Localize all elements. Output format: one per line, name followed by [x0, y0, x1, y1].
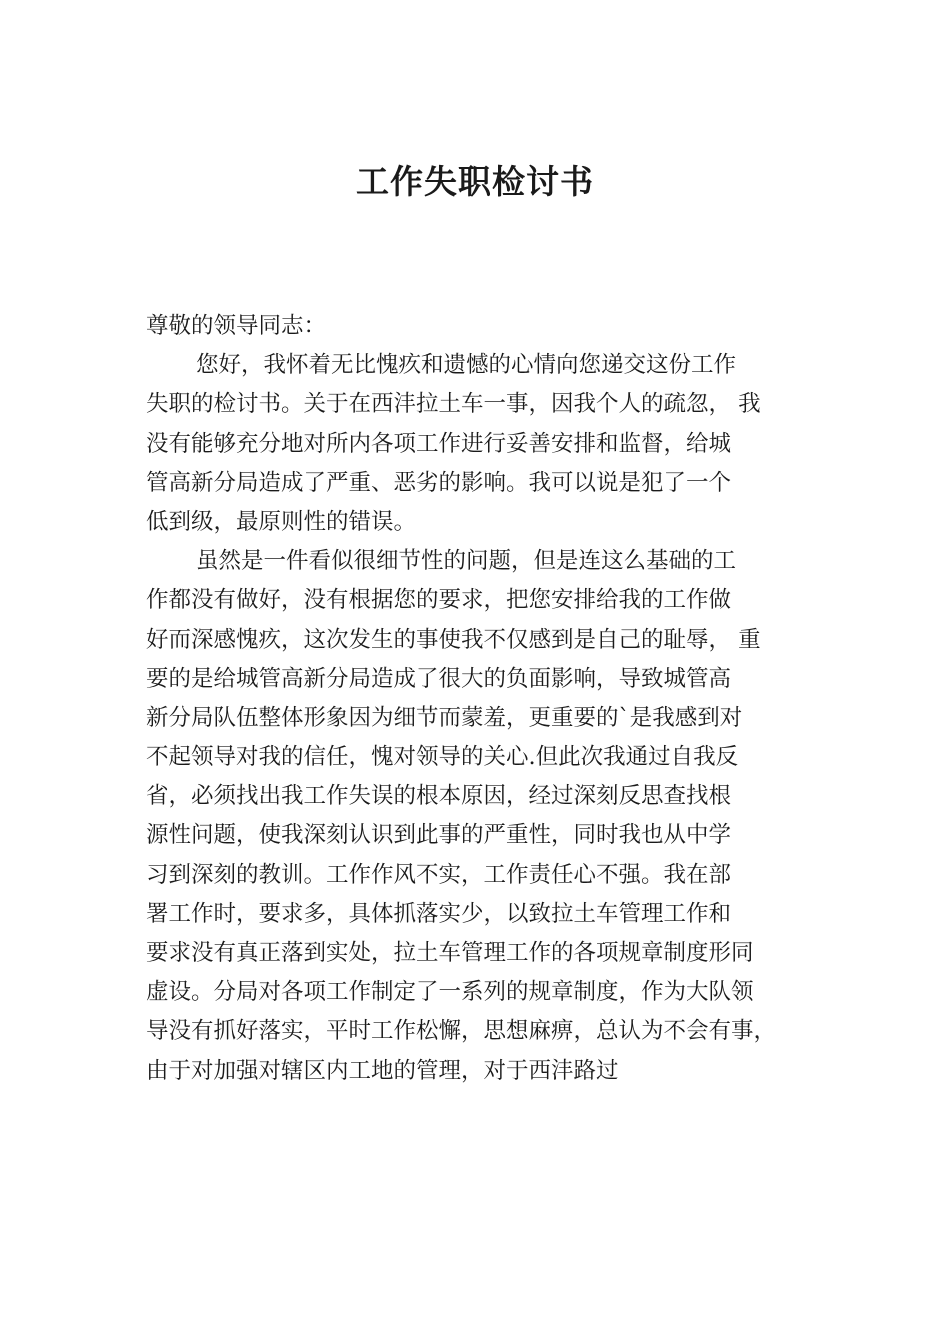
text-line: 管高新分局造成了严重、恶劣的影响。我可以说是犯了一个 — [146, 469, 732, 496]
text-line: 署工作时，要求多，具体抓落实少，以致拉土车管理工作和 — [146, 900, 732, 927]
document-body — [146, 307, 846, 1091]
text-line: 要求没有真正落到实处，拉土车管理工作的各项规章制度形同 — [146, 940, 754, 966]
text-line: 新分局队伍整体形象因为细节而蒙羞，更重要的`是我感到对 — [146, 704, 743, 731]
text-line: 不起领导对我的信任，愧对领导的关心.但此次我通过自我反 — [146, 744, 739, 771]
text-line: 要的是给城管高新分局造成了很大的负面影响，导致城管高 — [146, 665, 732, 692]
text-line: 源性问题，使我深刻认识到此事的严重性，同时我也从中学 — [146, 822, 732, 849]
text-line: 没有能够充分地对所内各项工作进行妥善安排和监督，给城 — [146, 430, 732, 457]
text-line: 导没有抓好落实，平时工作松懈，思想麻痹，总认为不会有事， — [146, 1018, 777, 1045]
text-line: 失职的检讨书。关于在西沣拉土车一事，因我个人的疏忽， 我 — [146, 391, 761, 418]
text-line: 省，必须找出我工作失误的根本原因，经过深刻反思查找根 — [146, 783, 732, 810]
body-lines — [146, 346, 846, 1091]
text-line: 好而深感愧疚，这次发生的事使我不仅感到是自己的耻辱， 重 — [146, 626, 761, 653]
text-line: 您好，我怀着无比愧疚和遗憾的心情向您递交这份工作 — [196, 352, 737, 379]
text-line: 习到深刻的教训。工作作风不实，工作责任心不强。我在部 — [146, 861, 732, 888]
salutation: 尊敬的领导同志： — [146, 313, 327, 339]
text-line: 虚设。分局对各项工作制定了一系列的规章制度，作为大队领 — [146, 979, 754, 1006]
text-line: 低到级，最原则性的错误。 — [146, 508, 417, 535]
document-title: 工作失职检讨书 — [356, 162, 594, 201]
text-line: 由于对加强对辖区内工地的管理，对于西沣路过 — [146, 1057, 619, 1084]
text-line: 虽然是一件看似很细节性的问题，但是连这么基础的工 — [196, 548, 737, 575]
text-line: 作都没有做好，没有根据您的要求，把您安排给我的工作做 — [146, 587, 732, 614]
